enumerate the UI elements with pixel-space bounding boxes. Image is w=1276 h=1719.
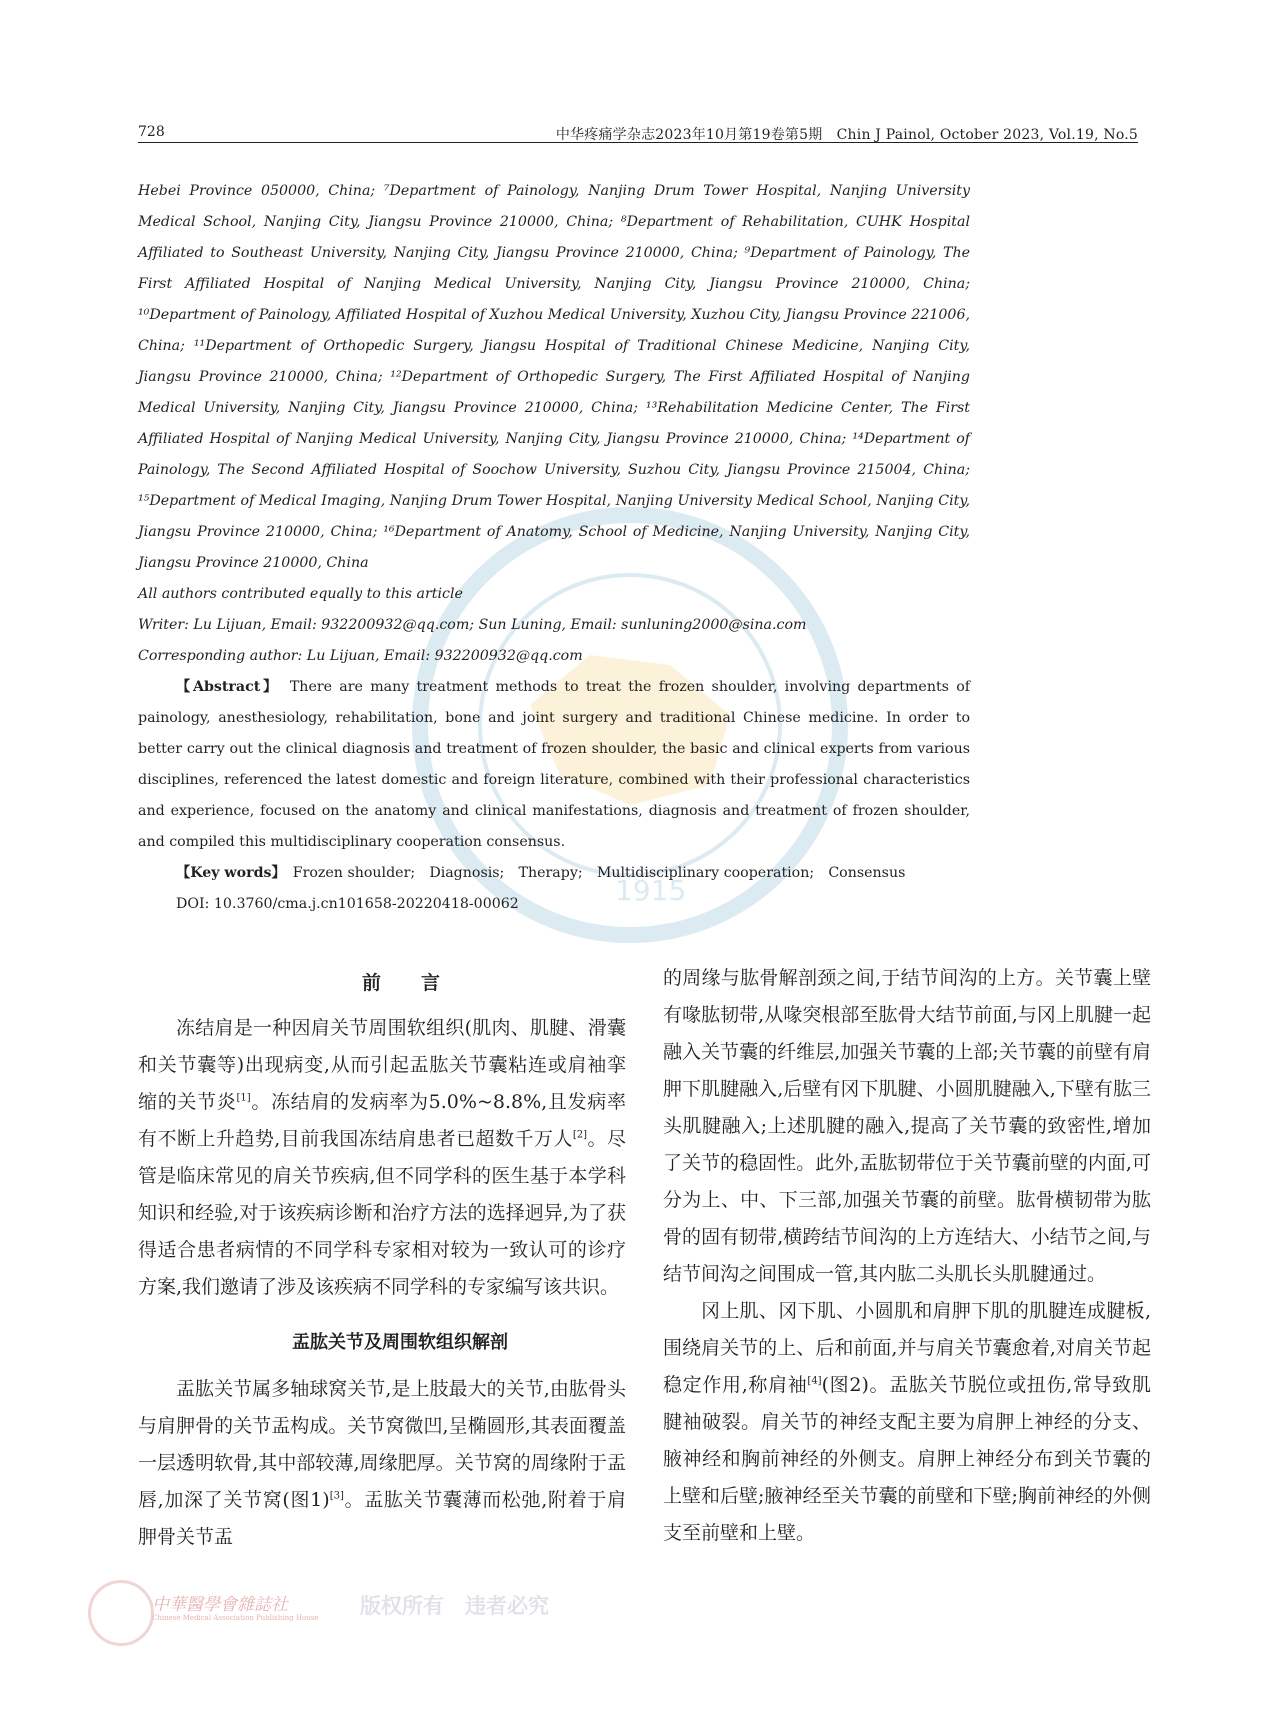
- keywords-label: 【Key words】: [176, 865, 279, 881]
- rotator-cuff-paragraph: [663, 1293, 1151, 1552]
- ref-2: [2]: [572, 1129, 588, 1141]
- abstract-text: There are many treatment methods to treat the frozen shoulder, involving departments of painology, anesthesiology, rehabilitation, bone and joint surgery and traditional Chinese medicine. In order to better carry out the clinical diagnosis and treatment of frozen shoulder, the basic and clinical experts from various disciplines, referenced the latest domestic and foreign literature, combined with their professional characteristics and experience, focused on the anatomy and clinical manifestations, diagnosis and treatment of frozen shoulder, and compiled this multidisciplinary cooperation consensus.: [138, 679, 970, 850]
- header-rule: [138, 142, 1138, 143]
- publisher-logo-icon: [88, 1580, 154, 1646]
- anatomy-text-2: 。盂肱关节囊薄而松弛,附着于肩胛骨关节盂: [138, 1489, 626, 1548]
- ref-1: [1]: [236, 1092, 251, 1104]
- author-contribution: All authors contributed equally to this article: [138, 586, 463, 602]
- anatomy-text-1: 盂肱关节属多轴球窝关节,是上肢最大的关节,由肱骨头与肩胛骨的关节盂构成。关节窝微凹,呈椭圆形,其表面覆盖一层透明软骨,其中部较薄,周缘肥厚。关节窝的周缘附于盂唇,加深了关节窝(图1): [138, 1378, 626, 1511]
- capsule-paragraph: 的周缘与肱骨解剖颈之间,于结节间沟的上方。关节囊上壁有喙肱韧带,从喙突根部至肱骨大结节前面,与冈上肌腱一起融入关节囊的纤维层,加强关节囊的上部;关节囊的前壁有肩胛下肌腱融入,后壁有冈下肌腱、小圆肌腱融入,下壁有肱三头肌腱融入;上述肌腱的融入,提高了关节囊的致密性,增加了关节的稳固性。此外,盂肱韧带位于关节囊前壁的内面,可分为上、中、下三部,加强关节囊的前壁。肱骨横韧带为肱骨的固有韧带,横跨结节间沟的上方连结大、小结节之间,与结节间沟之间围成一管,其内肱二头肌长头肌腱通过。: [663, 967, 1151, 1285]
- section-title-anatomy: 盂肱关节及周围软组织解剖: [292, 1332, 508, 1353]
- watermark-year: 1915: [615, 874, 687, 907]
- english-front-matter: [138, 176, 970, 920]
- rotator-cuff-text-1: 冈上肌、冈下肌、小圆肌和肩胛下肌的肌腱连成腱板,围绕肩关节的上、后和前面,并与肩关节囊愈着,对肩关节起稳定作用,称肩袖: [663, 1300, 1151, 1396]
- left-column: [138, 965, 626, 1556]
- keywords-text: Frozen shoulder; Diagnosis; Therapy; Multidisciplinary cooperation; Consensus: [292, 865, 906, 881]
- publisher-name: 中華醫學會雜誌社: [152, 1595, 288, 1615]
- right-column: [663, 960, 1151, 1552]
- writer-line: Writer: Lu Lijuan, Email: 932200932@qq.com; Sun Luning, Email: sunluning2000@sina.com: [138, 617, 807, 633]
- publisher-name-en: Chinese Medical Association Publishing House: [152, 1614, 319, 1622]
- foreword-paragraph: [138, 1010, 626, 1306]
- corresponding-author: Corresponding author: Lu Lijuan, Email: 932200932@qq.com: [138, 648, 583, 664]
- foreword-text-1: 冻结肩是一种因肩关节周围软组织(肌肉、肌腱、滑囊和关节囊等)出现病变,从而引起盂肱关节囊粘连或肩袖挛缩的关节炎: [138, 1017, 626, 1113]
- anatomy-paragraph: [138, 1371, 626, 1556]
- affiliations: Hebei Province 050000, China; ⁷Department of Painology, Nanjing Drum Tower Hospital, Nanjing University Medical School, Nanjing City, Jiangsu Province 210000, China; ⁸Department of Rehabilitation, CUHK Hospital Affiliated to Southeast University, Nanjing City, Jiangsu Province 210000, China; ⁹Department of Painology, The First Affiliated Hospital of Nanjing Medical University, Nanjing City, Jiangsu Province 210000, China; ¹⁰Department of Painology, Affiliated Hospital of Xuzhou Medical University, Xuzhou City, Jiangsu Province 221006, China; ¹¹Department of Orthopedic Surgery, Jiangsu Hospital of Traditional Chinese Medicine, Nanjing City, Jiangsu Province 210000, China; ¹²Department of Orthopedic Surgery, The First Affiliated Hospital of Nanjing Medical University, Nanjing City, Jiangsu Province 210000, China; ¹³Rehabilitation Medicine Center, The First Affiliated Hospital of Nanjing Medical University, Nanjing City, Jiangsu Province 210000, China; ¹⁴Department of Painology, The Second Affiliated Hospital of Soochow University, Suzhou City, Jiangsu Province 215004, China; ¹⁵Department of Medical Imaging, Nanjing Drum Tower Hospital, Nanjing University Medical School, Nanjing City, Jiangsu Province 210000, China; ¹⁶Department of Anatomy, School of Medicine, Nanjing University, Nanjing City, Jiangsu Province 210000, China: [138, 183, 970, 571]
- rights-notice: 版权所有 违者必究: [360, 1593, 549, 1618]
- keywords: [138, 858, 970, 889]
- foreword-text-2: 。冻结肩的发病率为5.0%~8.8%,且发病率有不断上升趋势,目前我国冻结肩患者已超数千万人: [138, 1091, 626, 1150]
- page-number: 728: [138, 124, 165, 140]
- abstract-label: 【Abstract】: [176, 679, 273, 695]
- rotator-cuff-text-2: (图2)。盂肱关节脱位或扭伤,常导致肌腱袖破裂。肩关节的神经支配主要为肩胛上神经的分支、腋神经和胸前神经的外侧支。肩胛上神经分布到关节囊的上壁和后壁;腋神经至关节囊的前壁和下壁;胸前神经的外侧支至前壁和上壁。: [663, 1374, 1151, 1544]
- foreword-text-3: 。尽管是临床常见的肩关节疾病,但不同学科的医生基于本学科知识和经验,对于该疾病诊断和治疗方法的选择迥异,为了获得适合患者病情的不同学科专家相对较为一致认可的诊疗方案,我们邀请了涉及该疾病不同学科的专家编写该共识。: [138, 1128, 626, 1298]
- doi: DOI: 10.3760/cma.j.cn101658-20220418-00062: [176, 896, 519, 912]
- ref-3: [3]: [329, 1490, 344, 1502]
- journal-header: 中华疼痛学杂志2023年10月第19卷第5期 Chin J Painol, October 2023, Vol.19, No.5: [555, 127, 1138, 143]
- section-title-foreword: 前言: [361, 972, 480, 994]
- abstract: [138, 672, 970, 858]
- ref-4: [4]: [807, 1375, 822, 1387]
